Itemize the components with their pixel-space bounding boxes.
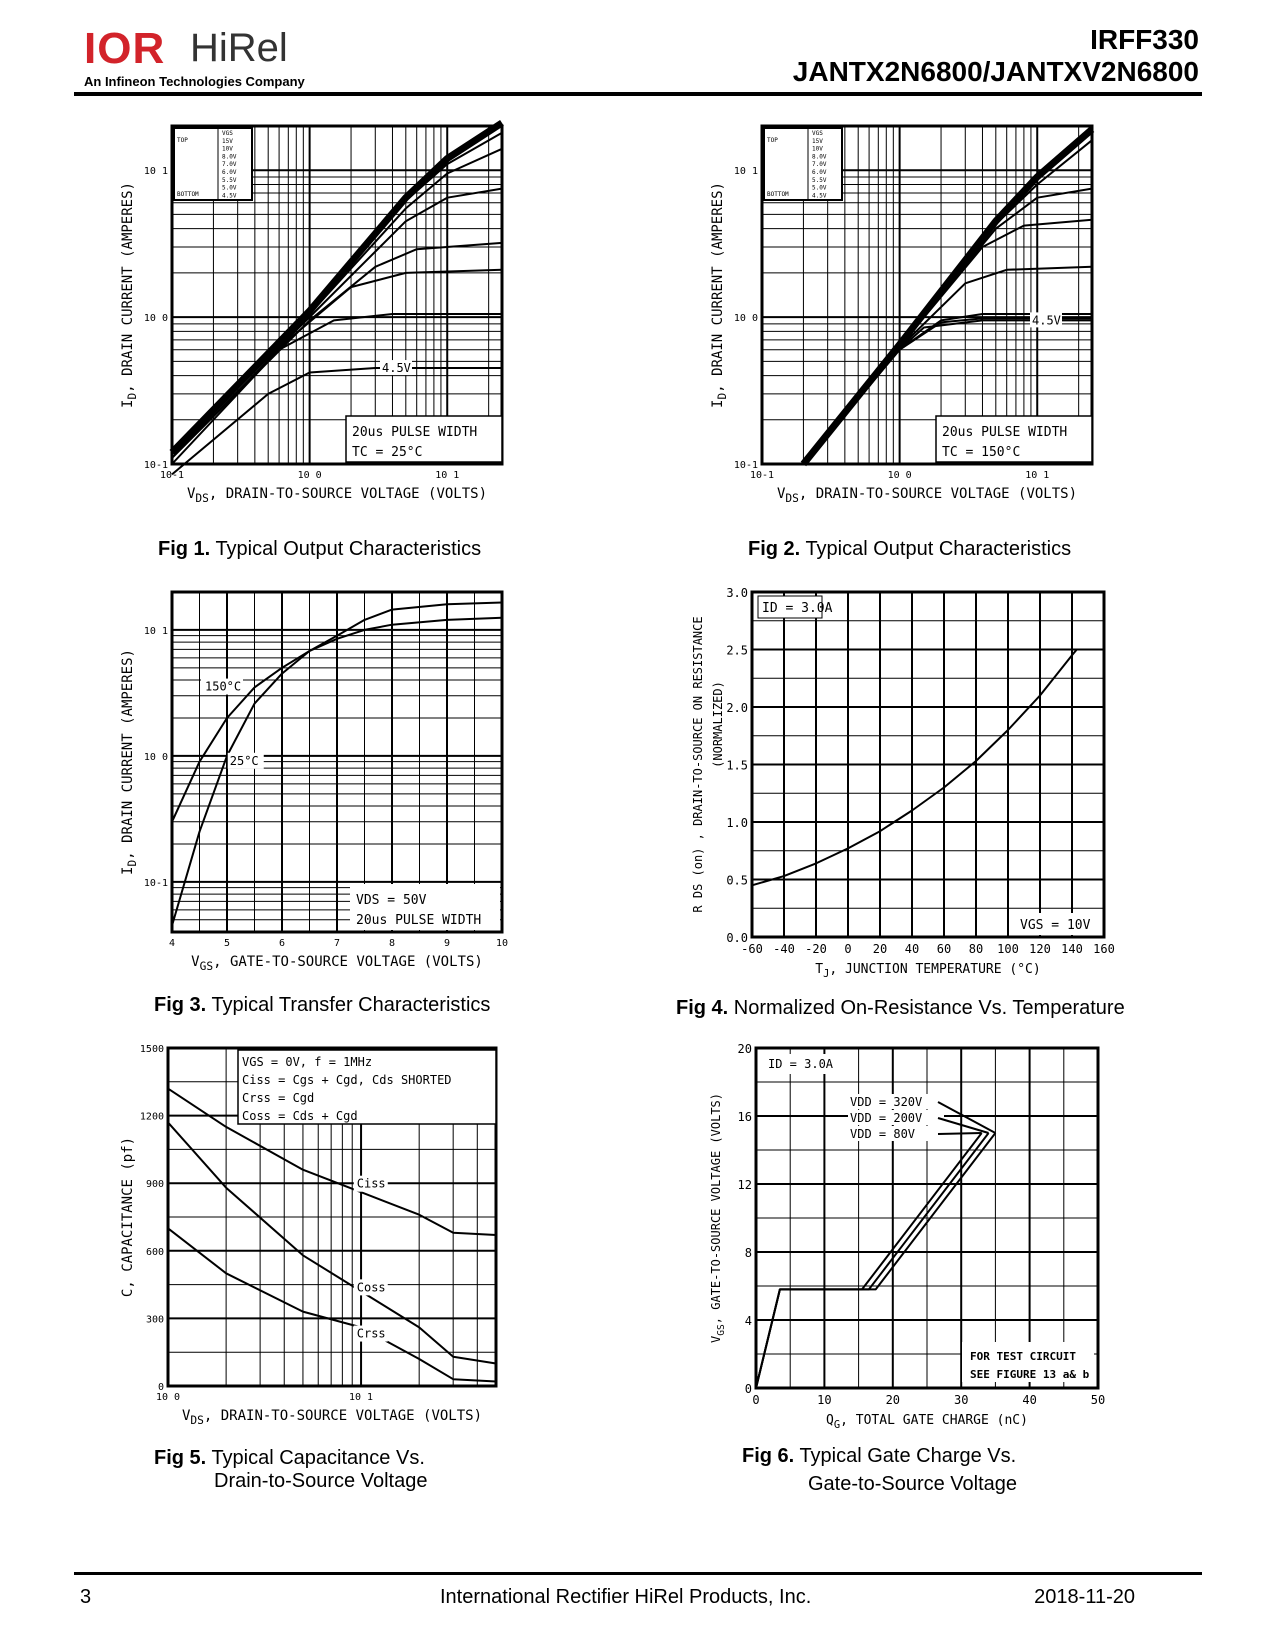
fig6-series-1 bbox=[756, 1133, 989, 1388]
fig5-caption-line1: Typical Capacitance Vs. bbox=[211, 1447, 425, 1469]
fig3-ytick-1: 10 0 bbox=[143, 751, 168, 763]
fig1-note-0: 20us PULSE WIDTH bbox=[352, 425, 478, 440]
fig2-caption-label: Fig 2. bbox=[748, 538, 801, 560]
fig2-legend-vgs-8: 4.5V bbox=[812, 192, 827, 200]
fig1-caption-label: Fig 1. bbox=[158, 538, 211, 560]
page-number: 3 bbox=[80, 1586, 92, 1608]
fig1-caption bbox=[158, 538, 481, 561]
fig4-caption bbox=[676, 997, 1125, 1020]
fig3-xtick-6: 10 bbox=[495, 938, 509, 949]
fig6-ytick-4: 16 bbox=[737, 1110, 752, 1124]
fig6-vdd-leader-0 bbox=[938, 1102, 995, 1133]
fig4-note-1: VGS = 10V bbox=[1020, 918, 1091, 933]
fig1-xlabel: $V_{DS}$, DRAIN-TO-SOURCE VOLTAGE (VOLTS) bbox=[186, 486, 488, 505]
fig5-ytick-2: 600 bbox=[145, 1246, 164, 1258]
fig1-legend-bottom: BOTTOM bbox=[177, 191, 199, 198]
fig4-caption-label: Fig 4. bbox=[676, 997, 729, 1019]
fig2-legend-top: TOP bbox=[767, 137, 778, 144]
fig5-ytick-0: 0 bbox=[157, 1382, 164, 1393]
fig3-caption bbox=[154, 994, 490, 1017]
fig4-chart bbox=[690, 580, 1130, 990]
fig3-chart bbox=[110, 580, 530, 980]
fig1-ylabel: $I_D$, DRAIN CURRENT (AMPERES) bbox=[120, 182, 139, 408]
fig5-caption-label: Fig 5. bbox=[154, 1447, 207, 1469]
fig1-note-1: TC = 25°C bbox=[352, 445, 423, 460]
fig6-note-2: SEE FIGURE 13 a& b bbox=[970, 1368, 1090, 1381]
fig1-xtick-2: 10 1 bbox=[435, 470, 460, 481]
logo-text: HiRel bbox=[190, 26, 288, 70]
fig3-series-label-1: 25°C bbox=[229, 753, 259, 768]
fig1-curve-label: 4.5V bbox=[382, 361, 411, 376]
fig2-xlabel: $V_{DS}$, DRAIN-TO-SOURCE VOLTAGE (VOLTS) bbox=[776, 486, 1078, 505]
header-rule bbox=[74, 92, 1202, 96]
fig1-legend-vgs-0: VGS bbox=[222, 130, 233, 137]
fig5-ytick-5: 1500 bbox=[139, 1044, 164, 1055]
fig1-legend-vgs-6: 5.5V bbox=[222, 176, 237, 184]
fig3-caption-text: Typical Transfer Characteristics bbox=[211, 994, 491, 1016]
fig1-xtick-0: 10-1 bbox=[159, 470, 185, 481]
fig6-vdd-label-2: VDD = 80V bbox=[850, 1127, 916, 1141]
fig5-legend-line-3: Coss = Cds + Cgd bbox=[242, 1109, 358, 1123]
fig2-ylabel: $I_D$, DRAIN CURRENT (AMPERES) bbox=[710, 182, 729, 408]
fig4-ylabel-1: R DS (on) , DRAIN-TO-SOURCE ON RESISTANCE bbox=[691, 616, 705, 913]
fig6-caption-line2: Gate-to-Source Voltage bbox=[808, 1473, 1018, 1495]
fig6-vdd-label-1: VDD = 200V bbox=[850, 1111, 923, 1125]
fig2-legend-vgs-6: 5.5V bbox=[812, 176, 827, 184]
fig5-series-label-1: Coss bbox=[356, 1280, 386, 1295]
fig5-ytick-4: 1200 bbox=[139, 1111, 164, 1123]
fig3-series-label-0: 150°C bbox=[205, 679, 242, 694]
fig5-ytick-1: 300 bbox=[145, 1314, 164, 1326]
fig1-legend-vgs-3: 8.0V bbox=[222, 153, 237, 161]
fig6-xtick-2: 20 bbox=[885, 1393, 901, 1407]
fig4-xtick-11: 160 bbox=[1093, 942, 1115, 956]
fig1-caption-text: Typical Output Characteristics bbox=[215, 538, 482, 560]
fig6-ylabel: $V_{GS}$, GATE-TO-SOURCE VOLTAGE (VOLTS) bbox=[709, 1093, 727, 1343]
fig2-caption-text: Typical Output Characteristics bbox=[805, 538, 1072, 560]
fig2-chart bbox=[700, 120, 1120, 520]
fig4-ylabel-2: (NORMALIZED) bbox=[711, 681, 725, 768]
fig5-legend-line-2: Crss = Cgd bbox=[242, 1091, 315, 1105]
fig1-legend-vgs-1: 15V bbox=[222, 137, 233, 145]
fig4-ytick-4: 2.0 bbox=[726, 701, 748, 715]
fig6-vdd-label-0: VDD = 320V bbox=[850, 1095, 923, 1109]
fig1-legend-vgs-4: 7.0V bbox=[222, 161, 237, 169]
fig4-xtick-9: 120 bbox=[1029, 942, 1051, 956]
fig2-legend-vgs-0: VGS bbox=[812, 130, 823, 137]
fig2-note-0: 20us PULSE WIDTH bbox=[942, 425, 1068, 440]
fig5-xtick-1: 10 1 bbox=[349, 1392, 374, 1403]
fig1-legend-vgs-7: 5.0V bbox=[222, 184, 237, 192]
footer-rule bbox=[74, 1572, 1202, 1575]
fig6-xtick-3: 30 bbox=[953, 1393, 969, 1407]
fig1-xtick-1: 10 0 bbox=[297, 470, 322, 481]
fig3-xlabel: $V_{GS}$, GATE-TO-SOURCE VOLTAGE (VOLTS) bbox=[191, 954, 483, 973]
fig6-xtick-4: 40 bbox=[1022, 1393, 1037, 1407]
fig4-xtick-4: 20 bbox=[872, 942, 888, 956]
fig1-ytick-2: 10 1 bbox=[143, 166, 168, 178]
fig6-note-1: FOR TEST CIRCUIT bbox=[970, 1350, 1076, 1363]
fig5-xtick-0: 10 0 bbox=[155, 1392, 181, 1403]
fig2-legend-bottom: BOTTOM bbox=[767, 191, 789, 198]
fig4-xtick-5: 40 bbox=[904, 942, 920, 956]
fig3-xtick-1: 5 bbox=[223, 938, 231, 949]
fig1-legend-vgs-5: 6.0V bbox=[222, 169, 237, 176]
fig2-legend-vgs-3: 8.0V bbox=[812, 153, 827, 161]
fig2-legend-vgs-1: 15V bbox=[812, 137, 823, 145]
fig5-legend-line-0: VGS = 0V, f = 1MHz bbox=[242, 1055, 373, 1069]
fig5-chart bbox=[110, 1040, 530, 1440]
fig4-xtick-1: -40 bbox=[773, 942, 795, 956]
fig5-ylabel: C, CAPACITANCE (pf) bbox=[120, 1136, 136, 1298]
fig5-ytick-3: 900 bbox=[145, 1179, 164, 1191]
fig6-xlabel: $Q_G$, TOTAL GATE CHARGE (nC) bbox=[826, 1413, 1028, 1431]
fig6-caption-label: Fig 6. bbox=[742, 1445, 795, 1467]
fig2-legend-vgs-4: 7.0V bbox=[812, 161, 827, 169]
fig3-note-0: VDS = 50V bbox=[356, 893, 427, 908]
fig4-ytick-2: 1.0 bbox=[726, 816, 748, 830]
fig2-curve-label: 4.5V bbox=[1032, 313, 1061, 328]
fig4-ytick-0: 0.0 bbox=[726, 931, 748, 945]
fig6-ytick-5: 20 bbox=[737, 1042, 752, 1056]
fig6-note-0: ID = 3.0A bbox=[768, 1057, 834, 1071]
fig4-xtick-2: -20 bbox=[805, 942, 827, 956]
fig4-xtick-10: 140 bbox=[1061, 942, 1083, 956]
fig3-note-1: 20us PULSE WIDTH bbox=[356, 913, 482, 928]
fig5-series-label-0: Ciss bbox=[356, 1176, 386, 1191]
fig1-legend-top: TOP bbox=[177, 137, 188, 144]
fig6-chart bbox=[700, 1040, 1120, 1440]
footer-date: 2018-11-20 bbox=[1034, 1586, 1135, 1608]
fig2-ytick-2: 10 1 bbox=[733, 166, 758, 178]
fig2-xtick-2: 10 1 bbox=[1025, 470, 1050, 481]
fig1-chart bbox=[110, 120, 530, 520]
fig1-legend-vgs-2: 10V bbox=[222, 145, 233, 153]
fig6-ytick-0: 0 bbox=[744, 1382, 752, 1396]
fig4-ytick-3: 1.5 bbox=[726, 758, 748, 773]
fig2-xtick-1: 10 0 bbox=[887, 470, 912, 481]
fig6-ytick-1: 4 bbox=[744, 1314, 752, 1328]
fig3-caption-label: Fig 3. bbox=[154, 994, 207, 1016]
part-number-2: JANTX2N6800/JANTXV2N6800 bbox=[792, 56, 1199, 87]
fig3-xtick-0: 4 bbox=[168, 938, 176, 949]
fig3-ytick-2: 10 1 bbox=[143, 625, 168, 637]
fig3-xtick-3: 7 bbox=[333, 938, 341, 949]
fig4-ytick-1: 0.5 bbox=[726, 873, 748, 888]
fig3-ytick-0: 10-1 bbox=[143, 877, 168, 889]
fig1-ytick-1: 10 0 bbox=[143, 313, 168, 325]
fig6-ytick-3: 12 bbox=[737, 1178, 752, 1192]
fig5-caption bbox=[154, 1447, 425, 1470]
footer-company: International Rectifier HiRel Products, Inc. bbox=[440, 1586, 812, 1608]
part-number-1: IRFF330 bbox=[1090, 24, 1199, 55]
logo-mark: IOR bbox=[84, 24, 166, 73]
fig2-legend-vgs-7: 5.0V bbox=[812, 184, 827, 192]
fig2-legend-vgs-2: 10V bbox=[812, 145, 823, 153]
fig6-xtick-5: 50 bbox=[1090, 1393, 1106, 1407]
fig1-legend-vgs-8: 4.5V bbox=[222, 192, 237, 200]
fig4-xtick-0: -60 bbox=[741, 942, 763, 956]
fig6-caption bbox=[742, 1445, 1016, 1468]
fig4-caption-text: Normalized On-Resistance Vs. Temperature bbox=[733, 997, 1125, 1019]
fig4-series-0 bbox=[752, 650, 1077, 886]
fig4-ytick-6: 3.0 bbox=[726, 586, 748, 600]
fig1-ytick-0: 10-1 bbox=[143, 460, 168, 471]
fig3-ylabel: $I_D$, DRAIN CURRENT (AMPERES) bbox=[120, 649, 139, 875]
fig5-legend-line-1: Ciss = Cgs + Cgd, Cds SHORTED bbox=[242, 1073, 452, 1087]
fig4-note-0: ID = 3.0A bbox=[762, 601, 833, 616]
fig4-xtick-8: 100 bbox=[997, 942, 1019, 956]
fig4-xtick-7: 80 bbox=[968, 942, 984, 956]
logo-subtitle: An Infineon Technologies Company bbox=[84, 74, 305, 89]
fig2-ytick-1: 10 0 bbox=[733, 313, 758, 325]
fig6-xtick-0: 0 bbox=[752, 1393, 760, 1407]
fig6-caption-line1: Typical Gate Charge Vs. bbox=[799, 1445, 1017, 1467]
fig3-xtick-4: 8 bbox=[388, 938, 396, 949]
fig3-xtick-2: 6 bbox=[278, 938, 286, 949]
fig2-caption bbox=[748, 538, 1071, 561]
fig2-note-1: TC = 150°C bbox=[942, 445, 1021, 460]
fig6-ytick-2: 8 bbox=[744, 1246, 752, 1260]
fig5-caption-line2: Drain-to-Source Voltage bbox=[214, 1470, 428, 1492]
fig5-xlabel: $V_{DS}$, DRAIN-TO-SOURCE VOLTAGE (VOLTS) bbox=[181, 1408, 483, 1427]
fig2-ytick-0: 10-1 bbox=[733, 460, 758, 471]
fig6-xtick-1: 10 bbox=[817, 1393, 832, 1407]
fig3-xtick-5: 9 bbox=[443, 938, 451, 949]
fig5-series-1 bbox=[168, 1122, 496, 1363]
fig2-xtick-0: 10-1 bbox=[749, 470, 775, 481]
fig2-legend-vgs-5: 6.0V bbox=[812, 169, 827, 176]
fig4-ytick-5: 2.5 bbox=[726, 643, 748, 658]
fig4-xtick-3: 0 bbox=[844, 942, 852, 956]
fig4-xtick-6: 60 bbox=[936, 942, 952, 956]
fig6-vdd-leader-2 bbox=[938, 1133, 982, 1134]
fig5-series-label-2: Crss bbox=[356, 1326, 386, 1341]
fig4-xlabel: $T_J$, JUNCTION TEMPERATURE (°C) bbox=[815, 962, 1041, 980]
